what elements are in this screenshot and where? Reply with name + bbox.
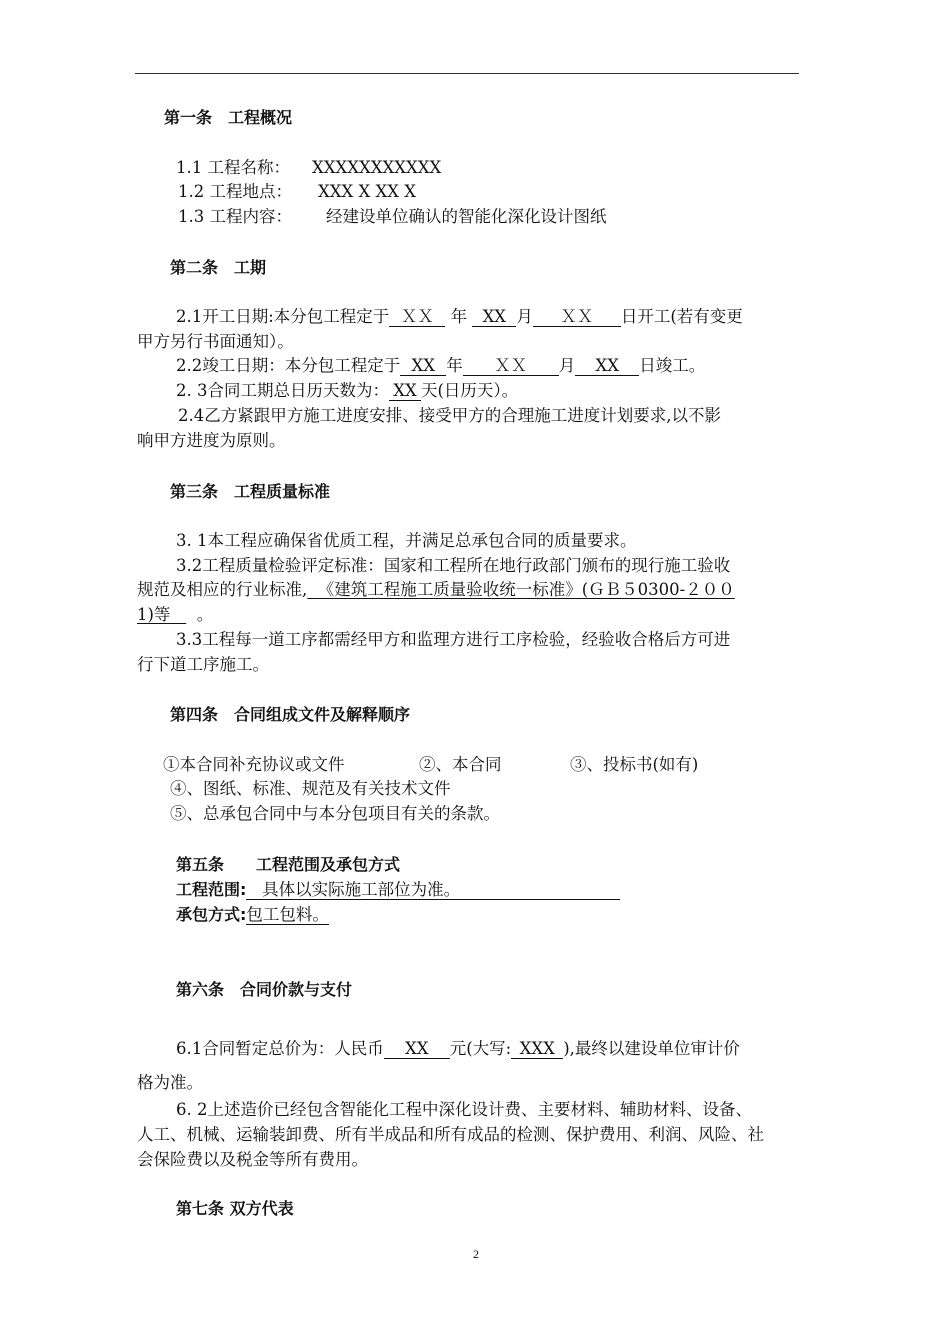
quality-line-4: 行下道工序施工。 [137,655,269,674]
section-7-heading: 第七条 双方代表 [176,1199,294,1218]
month-label: 月 [516,307,533,326]
year-label: 年 [450,307,468,326]
quality-standard-line [137,579,735,601]
duration-suffix: 天(日历天）。 [421,381,519,400]
year-label: 年 [446,356,463,375]
end-date-suffix: 日竣工。 [639,356,706,375]
section-1-heading: 第一条 工程概况 [164,108,293,127]
project-name-label: 1.1 工程名称： [176,158,290,177]
header-rule [135,73,799,74]
price-line [176,1038,740,1060]
quality-standard-label: 规范及相应的行业标准, [137,580,308,599]
project-site-line [178,181,416,203]
quality-standard-period: 。 [196,605,214,624]
doc-order-item-3: ③、投标书(如有) [570,755,699,774]
doc-order-item-1: ①本合同补充协议或文件 [163,755,345,774]
price-amount: XX [384,1039,450,1059]
contract-mode-label: 承包方式: [176,905,247,924]
end-date-label: 2.2竣工日期：本分包工程定于 [176,356,401,375]
quality-standard-ref-end: 1)等 [137,605,171,624]
start-date-label: 2.1开工日期:本分包工程定于 [176,307,390,326]
scope-line [176,879,620,901]
price-upper-label: 元(大写: [449,1039,512,1058]
page-number: 2 [473,1247,479,1261]
price-line-2: 格为准。 [137,1073,203,1092]
cost-line-2: 人工、机械、运输装卸费、所有半成品和所有成品的检测、保护费用、利润、风险、社 [137,1125,764,1144]
quality-line-2: 3.2工程质量检验评定标准：国家和工程所在地行政部门颁布的现行施工验收 [176,556,731,575]
cost-line-3: 会保险费以及税金等所有费用。 [137,1150,368,1169]
project-content-label: 1.3 工程内容： [178,207,292,226]
start-day: ＸＸ [533,307,621,327]
month-label: 月 [558,356,576,375]
scope-value: 具体以实际施工部位为准。 [246,880,620,900]
doc-order-item-5: ⑤、总承包合同中与本分包项目有关的条款。 [170,804,500,823]
end-month: ＸＸ [463,356,559,376]
section-4-heading: 第四条 合同组成文件及解释顺序 [170,705,411,724]
contract-mode-line [176,904,329,926]
start-date-note: 甲方另行书面通知）。 [137,332,294,351]
section-5-heading: 第五条 工程范围及承包方式 [176,855,401,874]
quality-standard-line-2 [137,604,213,626]
doc-order-item-2: ②、本合同 [419,755,502,774]
project-content-value: 经建设单位确认的智能化深化设计图纸 [326,207,607,226]
start-date-line [176,306,743,328]
start-year: ＸＸ [389,307,445,327]
project-site-value: XXX X XX X [318,182,416,201]
end-year: XX [400,356,446,376]
quality-line-3: 3.3工程每一道工序都需经甲方和监理方进行工序检验，经验收合格后方可进 [176,630,731,649]
section-6-heading: 第六条 合同价款与支付 [176,980,353,999]
end-day: XX [575,356,639,376]
duration-line [176,380,518,402]
scope-label: 工程范围: [176,880,247,899]
end-date-line [176,355,705,377]
section-3-heading: 第三条 工程质量标准 [170,482,331,501]
section-2-heading: 第二条 工期 [170,258,267,277]
schedule-line-2: 响甲方进度为原则。 [137,431,286,450]
project-name-line [176,157,441,179]
quality-standard-ref-text: 《建筑工程施工质量验收统一标准》(ＧＢ５0300-２００ [317,580,735,599]
duration-label: 2. 3合同工期总日历天数为： [176,381,389,400]
price-label: 6.1合同暂定总价为：人民币 [176,1039,384,1058]
project-name-value: XXXXXXXXXXX [312,158,442,177]
price-upper-amount: XXX [511,1039,563,1059]
project-content-line [178,206,607,228]
cost-line-1: 6. 2上述造价已经包含智能化工程中深化设计费、主要材料、辅助材料、设备、 [176,1100,752,1119]
start-date-suffix: 日开工(若有变更 [620,307,743,326]
price-suffix: ),最终以建设单位审计价 [563,1039,740,1058]
duration-days: XX [389,381,421,401]
project-site-label: 1.2 工程地点： [178,182,292,201]
start-month: XX [472,307,516,327]
quality-line-1: 3. 1本工程应确保省优质工程，并满足总承包合同的质量要求。 [176,531,637,550]
doc-order-item-4: ④、图纸、标准、规范及有关技术文件 [170,779,451,798]
quality-standard-ref [307,580,735,599]
contract-mode-value: 包工包料。 [246,905,329,924]
schedule-line-1: 2.4乙方紧跟甲方施工进度安排、接受甲方的合理施工进度计划要求,以不影 [178,406,721,425]
